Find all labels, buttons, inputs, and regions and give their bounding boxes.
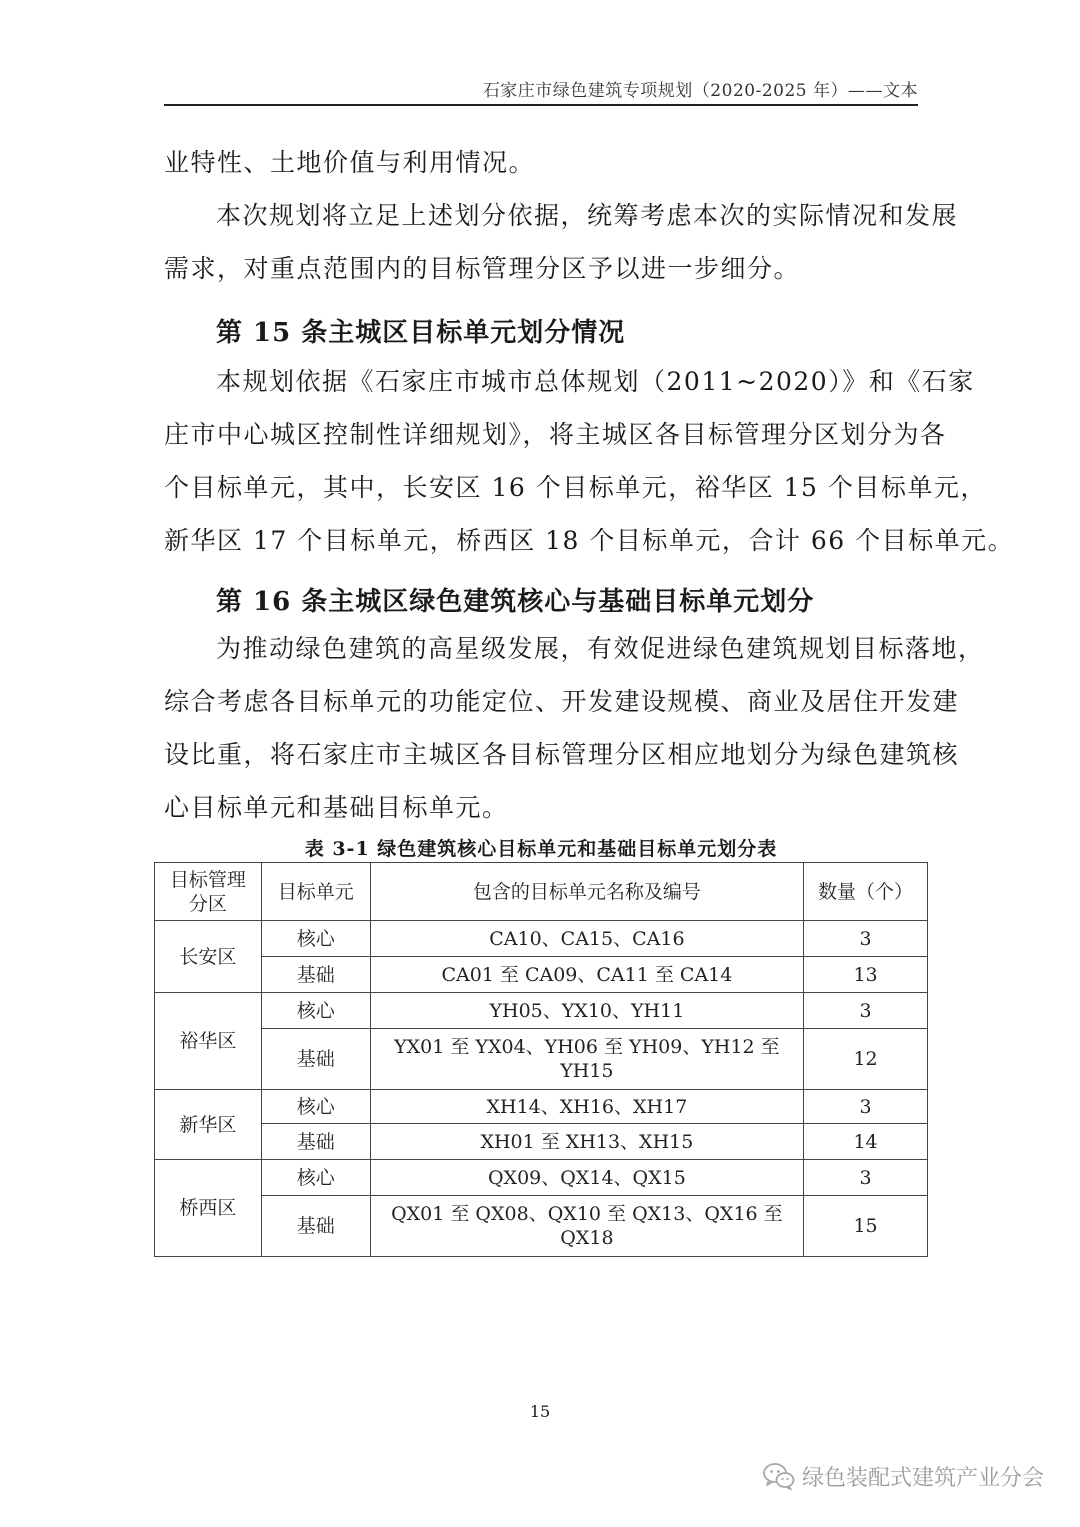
text-line: 设比重，将石家庄市主城区各目标管理分区相应地划分为绿色建筑核	[164, 740, 960, 769]
watermark-text: 绿色装配式建筑产业分会	[801, 1465, 1044, 1491]
section-heading-16: 第 16 条主城区绿色建筑核心与基础目标单元划分	[216, 587, 815, 617]
text-line: 综合考虑各目标单元的功能定位、开发建设规模、商业及居住开发建	[164, 687, 960, 716]
text-line: 需求，对重点范围内的目标管理分区予以进一步细分。	[164, 254, 801, 283]
paragraph-1	[164, 136, 924, 189]
watermark	[762, 1458, 1044, 1494]
district-cell: 裕华区	[155, 993, 262, 1090]
text-line: 个目标单元，其中，长安区 16 个目标单元，裕华区 15 个目标单元，	[164, 473, 987, 502]
text-line: 本次规划将立足上述划分依据，统筹考虑本次的实际情况和发展	[216, 201, 959, 230]
header-district	[155, 863, 262, 921]
names-cell: XH14、XH16、XH17	[370, 1090, 803, 1124]
text-line: 为推动绿色建筑的高星级发展，有效促进绿色建筑规划目标落地，	[216, 634, 985, 663]
names-cell: CA10、CA15、CA16	[370, 921, 803, 957]
count-cell: 13	[804, 957, 928, 993]
count-cell: 3	[804, 1160, 928, 1196]
header-names: 包含的目标单元名称及编号	[370, 863, 803, 921]
table-row	[155, 1124, 928, 1160]
count-cell: 14	[804, 1124, 928, 1160]
names-cell	[370, 1029, 803, 1090]
header-unit: 目标单元	[261, 863, 370, 921]
table-row	[155, 993, 928, 1029]
header-district-line-1: 目标管理	[169, 868, 246, 891]
page-number: 15	[529, 1402, 551, 1421]
running-header: 石家庄市绿色建筑专项规划（2020-2025 年）——文本	[482, 81, 918, 101]
names-cell: QX09、QX14、QX15	[370, 1160, 803, 1196]
unit-cell: 基础	[261, 1124, 370, 1160]
unit-cell: 核心	[261, 993, 370, 1029]
unit-division-table	[154, 862, 928, 1257]
names-cell	[370, 1196, 803, 1257]
text-line: 本规划依据《石家庄市城市总体规划（2011~2020）》和《石家	[216, 367, 975, 396]
table-row	[155, 957, 928, 993]
table-header-row	[155, 863, 928, 921]
district-cell: 桥西区	[155, 1160, 262, 1257]
unit-cell: 基础	[261, 1196, 370, 1257]
names-cell: CA01 至 CA09、CA11 至 CA14	[370, 957, 803, 993]
names-line: YH15	[560, 1060, 614, 1082]
count-cell: 3	[804, 1090, 928, 1124]
unit-cell: 基础	[261, 1029, 370, 1090]
header-district-line-2: 分区	[188, 892, 227, 915]
paragraph-3	[164, 355, 1015, 567]
table-row	[155, 1029, 928, 1090]
table-row	[155, 1160, 928, 1196]
header-rule	[164, 104, 918, 106]
count-cell: 3	[804, 993, 928, 1029]
table-caption: 表 3-1 绿色建筑核心目标单元和基础目标单元划分表	[304, 838, 778, 860]
count-cell: 15	[804, 1196, 928, 1257]
wechat-icon	[762, 1461, 796, 1491]
count-cell: 3	[804, 921, 928, 957]
table-row	[155, 1090, 928, 1124]
district-cell: 长安区	[155, 921, 262, 993]
text-line: 庄市中心城区控制性详细规划》，将主城区各目标管理分区划分为各	[164, 420, 947, 449]
section-heading-15: 第 15 条主城区目标单元划分情况	[216, 318, 626, 348]
table-row	[155, 921, 928, 957]
names-line: YX01 至 YX04、YH06 至 YH09、YH12 至	[394, 1036, 780, 1058]
paragraph-4	[164, 622, 985, 834]
unit-cell: 基础	[261, 957, 370, 993]
text-line: 心目标单元和基础目标单元。	[164, 793, 509, 822]
district-cell: 新华区	[155, 1090, 262, 1160]
paragraph-2	[164, 189, 959, 295]
unit-cell: 核心	[261, 1090, 370, 1124]
unit-cell: 核心	[261, 921, 370, 957]
names-cell: XH01 至 XH13、XH15	[370, 1124, 803, 1160]
header-count: 数量（个）	[804, 863, 928, 921]
text-line: 新华区 17 个目标单元，桥西区 18 个目标单元，合计 66 个目标单元。	[164, 526, 1015, 555]
text-line: 业特性、土地价值与利用情况。	[164, 148, 536, 177]
names-line: QX18	[560, 1227, 614, 1249]
unit-cell: 核心	[261, 1160, 370, 1196]
names-line: QX01 至 QX08、QX10 至 QX13、QX16 至	[391, 1203, 783, 1225]
count-cell: 12	[804, 1029, 928, 1090]
table-row	[155, 1196, 928, 1257]
names-cell: YH05、YX10、YH11	[370, 993, 803, 1029]
